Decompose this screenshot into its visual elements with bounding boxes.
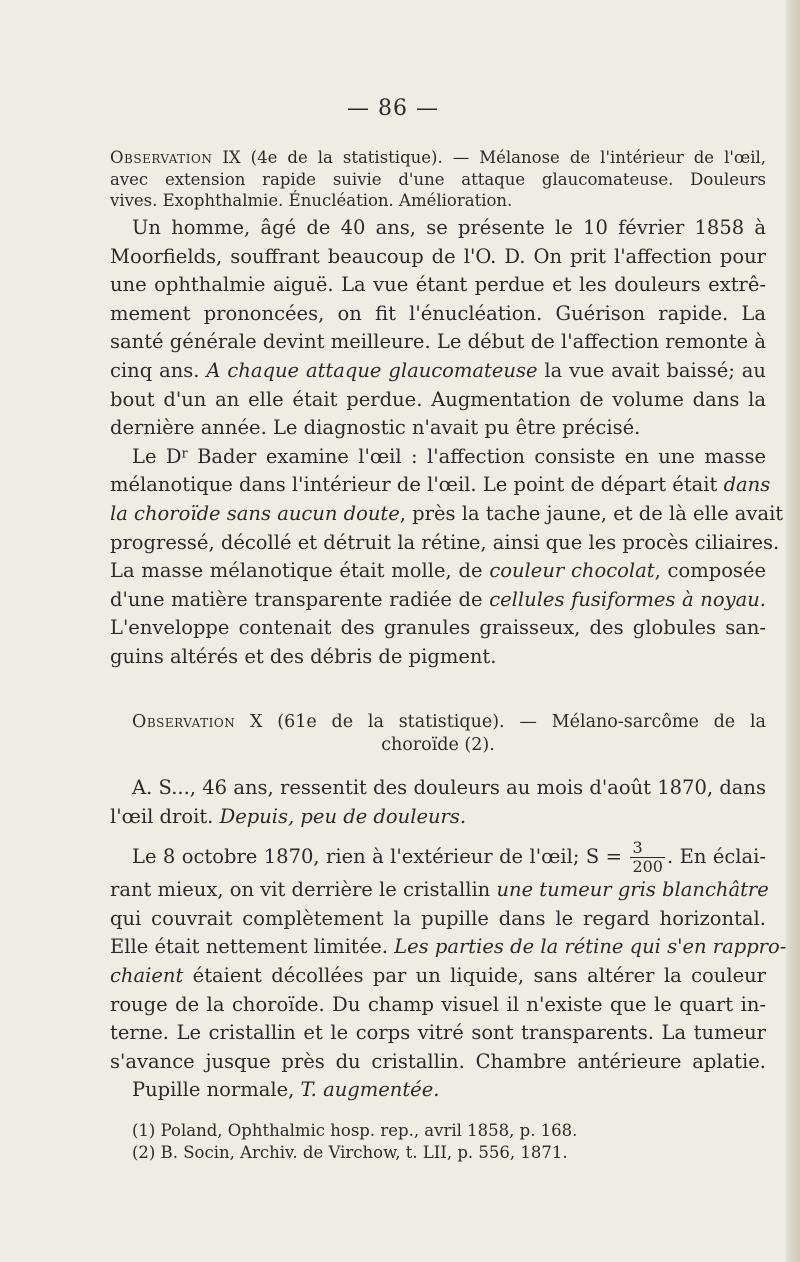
observation-10-body <box>110 774 787 1105</box>
text-line: cinq ans. A chaque attaque glaucomateuse la vue avait baissé; au <box>110 358 766 382</box>
page-edge <box>786 0 800 1262</box>
text-line: chaient étaient décollées par un liquide, sans altérer la couleur <box>110 963 766 987</box>
text-line: Moorfields, souffrant beaucoup de l'O. D. On prit l'affection pour <box>110 244 766 268</box>
text-line: progressé, décollé et détruit la rétine, ainsi que les procès ciliaires. <box>110 530 780 554</box>
text-line: dernière année. Le diagnostic n'avait pu être précisé. <box>110 416 641 440</box>
text-line: d'une matière transparente radiée de cellules fusiformes à noyau. <box>110 587 766 611</box>
observation-10-heading: Observation X (61e de la statistique). — Mélano-sarcôme de la choroïde (2). <box>132 712 766 755</box>
text-line: guins altérés et des débris de pigment. <box>110 644 497 668</box>
text-line: bout d'un an elle était perdue. Augmentation de volume dans la <box>110 387 766 411</box>
footnotes <box>110 1120 766 1164</box>
footnote: (1) Poland, Ophthalmic hosp. rep., avril 1858, p. 168. <box>132 1121 578 1140</box>
text-line: La masse mélanotique était molle, de couleur chocolat, composée <box>110 559 767 583</box>
text-line: santé générale devint meilleure. Le début de l'affection remonte à <box>110 330 766 354</box>
observation-label: Observation <box>132 712 236 732</box>
text-line: Elle était nettement limitée. Les parties de la rétine qui s'en rappro- <box>110 935 787 959</box>
footnote: (2) B. Socin, Archiv. de Virchow, t. LII, p. 556, 1871. <box>132 1143 568 1162</box>
text-line: rouge de la choroïde. Du champ visuel il n'existe que le quart in- <box>110 992 766 1016</box>
page-number: — 86 — <box>347 96 439 121</box>
observation-9-body <box>110 214 784 672</box>
text-line: l'œil droit. Depuis, peu de douleurs. <box>110 804 467 828</box>
text-line: Un homme, âgé de 40 ans, se présente le 10 février 1858 à <box>132 216 766 239</box>
text-line: la choroïde sans aucun doute, près la tache jaune, et de là elle avait <box>110 501 784 525</box>
observation-9-heading: Observation IX (4e de la statistique). — Mélanose de l'intérieur de l'œil, avec extension rapide suivie d'une attaque glaucomateuse. Douleurs vives. Exophthalmie. Énucléation. Amélioration. <box>110 148 766 210</box>
text-line: A. S..., 46 ans, ressentit des douleurs au mois d'août 1870, dans <box>132 776 766 799</box>
text-line: qui couvrait complètement la pupille dans le regard horizontal. <box>110 906 766 930</box>
visual-acuity-fraction: $\frac{3}{200}$ <box>632 838 663 877</box>
text-line: Le 8 octobre 1870, rien à l'extérieur de l'œil; S = $\frac{3}{200}$ . En éclai- <box>132 838 766 877</box>
text-line: L'enveloppe contenait des granules graisseux, des globules san- <box>110 616 766 640</box>
text-line: terne. Le cristallin et le corps vitré sont transparents. La tumeur <box>110 1021 766 1045</box>
text-line: mélanotique dans l'intérieur de l'œil. Le point de départ était dans <box>110 473 771 497</box>
observation-label: Observation <box>110 148 213 167</box>
text-line: mement prononcées, on fit l'énucléation. Guérison rapide. La <box>110 301 766 325</box>
text-line: Pupille normale, T. augmentée. <box>132 1078 440 1102</box>
text-line: une ophthalmie aiguë. La vue étant perdue et les douleurs extrê- <box>110 273 766 297</box>
text-line: Le $D^r$ Bader examine l'œil : l'affection consiste en une masse <box>132 444 767 468</box>
text-line: rant mieux, on vit derrière le cristallin une tumeur gris blanchâtre <box>110 878 769 902</box>
text-line: s'avance jusque près du cristallin. Chambre antérieure aplatie. <box>110 1049 766 1073</box>
